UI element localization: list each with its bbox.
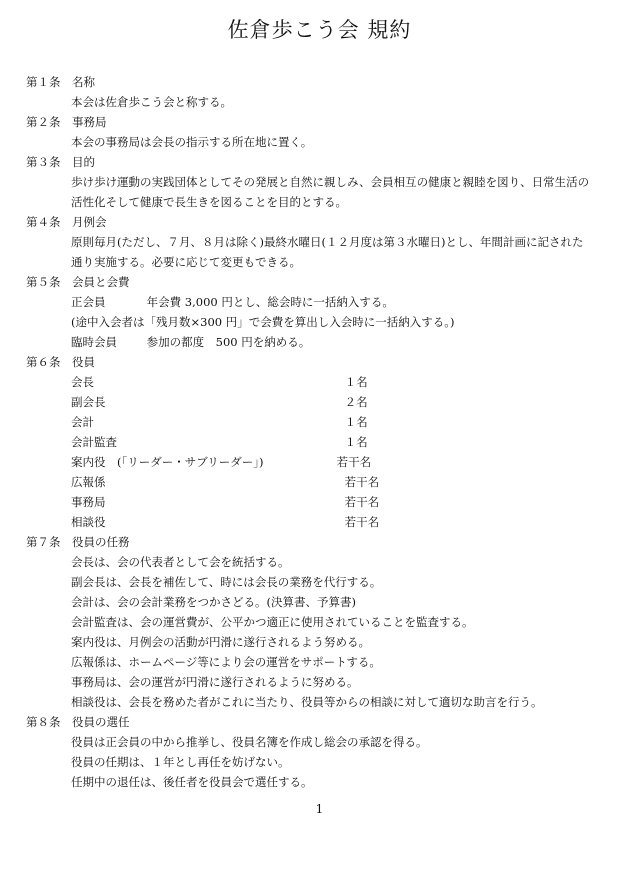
officer-role-row [26,412,626,432]
member-type-label: 正会員 [71,295,106,309]
article-heading: 役員の選任 [72,715,130,729]
officer-role-row [26,512,626,532]
article-2-header [26,112,626,132]
article-number: 第８条 [26,715,61,729]
officer-role-row [26,472,626,492]
page-number: 1 [315,802,324,816]
article-4-text: 原則毎月(ただし、７月、８月は除く)最終水曜日(１２月度は第３水曜日)とし、年間計画に記された [71,235,584,249]
article-7-text: 広報係は、ホームページ等により会の運営をサポートする。 [71,655,381,669]
officer-count: 若干名 [344,475,380,489]
officer-role-row [26,452,626,472]
article-heading: 役員の任務 [72,535,130,549]
article-7-text: 会計は、会の会計業務をつかさどる。(決算書、予算書) [71,595,356,609]
officer-role: 副会長 [71,395,106,409]
officer-count: ２名 [344,395,368,409]
article-3-header [26,152,626,172]
article-8-text: 役員は正会員の中から推挙し、役員名簿を作成し総会の承認を得る。 [71,735,428,749]
article-4-text: 通り実施する。必要に応じて変更もできる。 [71,255,301,269]
officer-role: 広報係 [71,475,106,489]
midyear-fee-note: (途中入会者は「残月数×300 円」で会費を算出し入会時に一括納入する。) [71,315,455,329]
member-type-label: 臨時会員 [71,335,117,349]
article-5-header [26,272,626,292]
article-3-text: 活性化そして健康で長生きを図ることを目的とする。 [71,195,347,209]
officer-role: 事務局 [71,495,106,509]
officer-count: １名 [344,375,368,389]
officer-role: 相談役 [71,515,106,529]
article-number: 第５条 [26,275,61,289]
article-3-text: 歩け歩け運動の実践団体としてその発展と自然に親しみ、会員相互の健康と親睦を図り、日常生活の [71,175,590,189]
article-heading: 名称 [72,75,95,89]
regular-member-fee [26,292,626,312]
article-1-text: 本会は佐倉歩こう会と称する。 [71,95,232,109]
member-fee-text: 年会費 3,000 円とし、総会時に一括納入する。 [146,295,394,309]
article-heading: 月例会 [72,215,107,229]
article-8-header [26,712,626,732]
officer-role-row [26,492,626,512]
article-heading: 役員 [72,355,95,369]
officer-role: 会計 [71,415,94,429]
officer-count: １名 [344,435,368,449]
article-1-header [26,72,626,92]
article-6-header [26,352,626,372]
officer-role-row [26,372,626,392]
article-number: 第２条 [26,115,61,129]
article-number: 第４条 [26,215,61,229]
officer-count: １名 [344,415,368,429]
officer-count: 若干名 [344,495,380,509]
article-number: 第６条 [26,355,61,369]
article-number: 第１条 [26,75,61,89]
temporary-member-fee [26,332,626,352]
officer-role-row [26,392,626,412]
article-4-header [26,212,626,232]
article-number: 第３条 [26,155,61,169]
officer-role: 会計監査 [71,435,117,449]
article-7-text: 会長は、会の代表者として会を統括する。 [71,555,290,569]
article-7-text: 相談役は、会長を務めた者がこれに当たり、役員等からの相談に対して適切な助言を行う。 [71,695,543,709]
article-8-text: 任期中の退任は、後任者を役員会で選任する。 [71,775,313,789]
officer-role: 案内役 (「リーダー・サブリーダー」) [71,455,264,469]
article-8-text: 役員の任期は、１年とし再任を妨げない。 [71,755,290,769]
article-7-text: 事務局は、会の運営が円滑に遂行されるように努める。 [71,675,359,689]
member-fee-text: 参加の都度 500 円を納める。 [146,335,311,349]
article-heading: 事務局 [72,115,107,129]
article-heading: 目的 [72,155,95,169]
article-7-text: 副会長は、会長を補佐して、時には会長の業務を代行する。 [71,575,382,589]
article-7-header [26,532,626,552]
article-heading: 会員と会費 [72,275,130,289]
officer-role: 会長 [71,375,94,389]
article-7-text: 会計監査は、会の運営費が、公平かつ適正に使用されていることを監査する。 [71,615,474,629]
officer-role-row [26,432,626,452]
article-number: 第７条 [26,535,61,549]
document-title: 佐倉歩こう会 規約 [227,18,412,42]
bylaws-body [26,72,626,792]
article-2-text: 本会の事務局は会長の指示する所在地に置く。 [71,135,313,149]
officer-count: 若干名 [344,515,380,529]
article-7-text: 案内役は、月例会の活動が円滑に遂行されるよう努める。 [71,635,370,649]
officer-count: 若干名 [336,455,372,469]
